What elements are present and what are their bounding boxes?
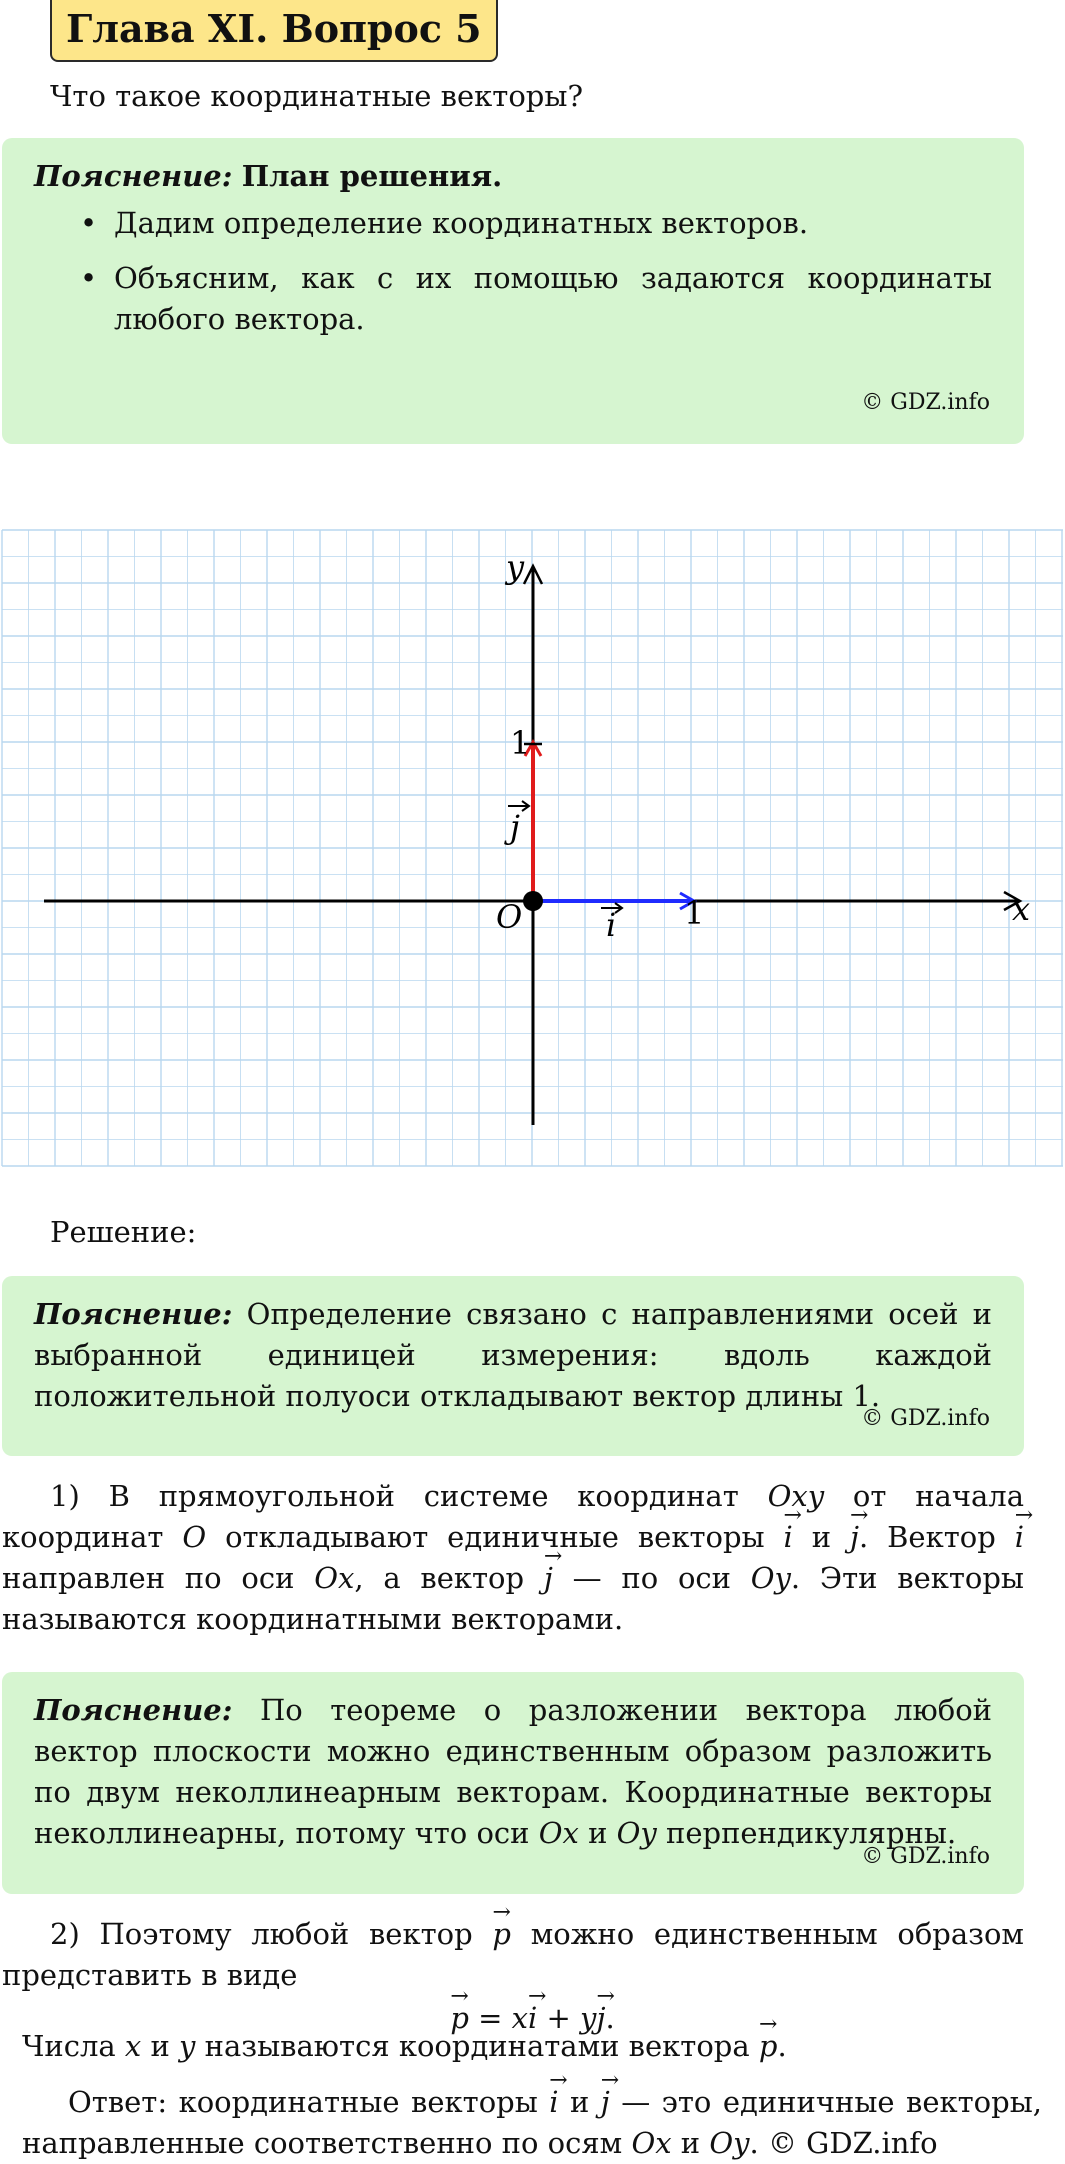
origin-point — [523, 891, 543, 911]
copyright-label: © GDZ.info — [861, 1406, 990, 1431]
copyright-label: © GDZ.info — [861, 1844, 990, 1869]
plan-item: • Объясним, как с их помощью задаются координаты любого вектора. — [114, 258, 992, 340]
vector-j-symbol: → j — [850, 1517, 859, 1558]
note1-text: Определение связано с направлениями осей и выбранной единицей измерения: вдоль каждой положительной полуоси откладывают вектор длины 1. — [34, 1297, 992, 1413]
plan-item: • Дадим определение координатных векторов. — [114, 203, 992, 244]
coordinate-figure — [0, 528, 1065, 1168]
note2-label: Пояснение: — [34, 1693, 233, 1727]
note1-label: Пояснение: — [34, 1297, 233, 1331]
axis-x-label: x — [1012, 890, 1031, 928]
plan-heading: План решения. — [241, 159, 503, 193]
question-text: Что такое координатные векторы? — [50, 79, 583, 113]
solution-label: Решение: — [50, 1215, 197, 1249]
tick-y-label: 1 — [510, 724, 531, 762]
tick-x-label: 1 — [684, 894, 705, 932]
answer-paragraph: Ответ: координатные векторы → i и → j — это единичные векторы, направленные соответственно по осям Ox и Oy. © GDZ.info — [22, 2082, 1042, 2164]
note-box-2: Пояснение: По теореме о разложении вектора любой вектор плоскости можно единственным образом разложить по двум неколлинеарным векторам. Координатные векторы неколлинеарны, потому что оси Ox и Oy перпендикулярны. © GDZ.info — [2, 1672, 1024, 1894]
vector-j-label: j — [510, 808, 520, 846]
page-title: Глава XI. Вопрос 5 — [50, 0, 498, 62]
coordinates-sentence: Числа x и y называются координатами вектора → p. — [22, 2026, 787, 2067]
origin-label: O — [496, 898, 523, 936]
vector-i-symbol: → i — [1015, 1517, 1024, 1558]
axis-y-label: y — [506, 548, 525, 586]
vector-j-symbol: → j — [544, 1558, 553, 1599]
plan-list — [34, 203, 992, 340]
note-box-1 — [2, 1276, 1024, 1456]
vector-p-symbol: → p — [492, 1914, 511, 1955]
formula: → p = x→ i + y→ j. — [0, 1998, 1065, 2039]
copyright-label: © GDZ.info — [861, 390, 990, 415]
step1-paragraph: 1) В прямоугольной системе координат Oxy от начала координат O откладывают единичные векторы → i и → j. Вектор → i направлен по оси Ox, а вектор → j — по оси Oy. Эти векторы называются координатными векторами. — [2, 1476, 1024, 1640]
plan-box — [2, 138, 1024, 444]
step2-paragraph: 2) Поэтому любой вектор → p можно единственным образом представить в виде — [2, 1914, 1024, 1996]
vector-i-label: i — [606, 906, 617, 944]
plan-label: Пояснение: — [34, 159, 233, 193]
vector-i-symbol: → i — [784, 1517, 793, 1558]
